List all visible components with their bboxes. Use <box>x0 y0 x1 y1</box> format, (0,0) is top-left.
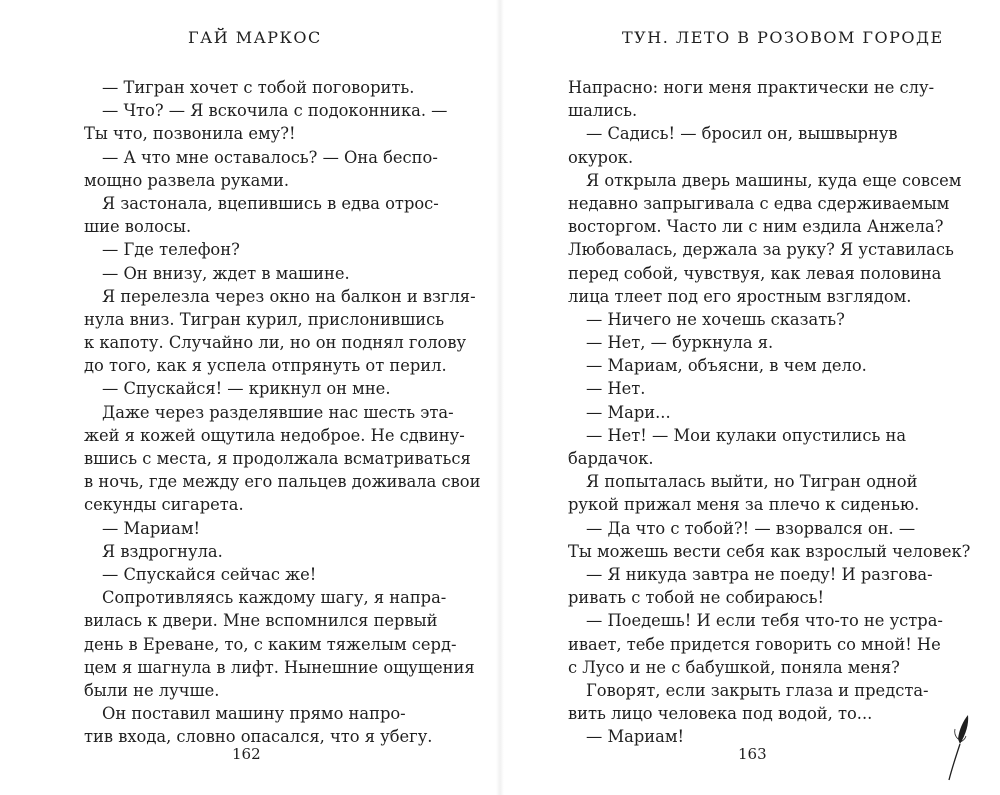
right-page-body <box>568 76 971 748</box>
right-page-text-line: Ты можешь вести себя как взрослый человек? <box>568 541 971 561</box>
left-page-text-line: жей я кожей ощутила недоброе. Не сдвину- <box>84 425 465 445</box>
left-page-text-line: секунды сигарета. <box>84 495 244 515</box>
right-page-text-line: бардачок. <box>568 449 654 468</box>
right-page-text-line: рукой прижал меня за плечо к сиденью. <box>568 495 920 515</box>
page-number-left: 162 <box>232 745 261 763</box>
left-page-text-line: вшись с места, я продолжала всматриваться <box>84 449 471 468</box>
left-page-text-line: вилась к двери. Мне вспомнился первый <box>84 611 438 631</box>
left-page-text-line: тив входа, словно опасался, что я убегу. <box>84 727 433 747</box>
right-page-text-line: — Садись! — бросил он, вышвырнув <box>586 124 898 144</box>
left-page-text-line: до того, как я успела отпрянуть от перил. <box>84 356 447 376</box>
right-page-text-line: — Ничего не хочешь сказать? <box>586 309 845 329</box>
left-page-text-line: Ты что, позвонила ему?! <box>84 124 296 144</box>
left-page-text-line: Я перелезла через окно на балкон и взгля- <box>102 286 476 306</box>
right-page-text-line: — Нет! — Мои кулаки опустились на <box>586 425 907 445</box>
right-page-text-line: лица тлеет под его яростным взглядом. <box>568 286 912 306</box>
right-page-text-line: вить лицо человека под водой, то... <box>568 704 873 724</box>
right-page-text-line: ривать с тобой не собираюсь! <box>568 588 824 608</box>
running-header-title: ТУН. ЛЕТО В РОЗОВОМ ГОРОДЕ <box>622 28 944 47</box>
left-page-text-line: — Мариам! <box>102 518 201 538</box>
left-page-text-line: Сопротивляясь каждому шагу, я напра- <box>102 588 447 608</box>
left-page-text-line: — Где телефон? <box>102 240 240 260</box>
right-page-text-line: Я открыла дверь машины, куда еще совсем <box>586 170 962 190</box>
left-page-text-line: — Тигран хочет с тобой поговорить. <box>102 78 415 97</box>
left-page-text-line: в ночь, где между его пальцев доживала свои <box>84 472 481 492</box>
right-page-text-line: — Нет, — буркнула я. <box>586 333 774 353</box>
page-number-right: 163 <box>738 745 767 763</box>
left-page-body <box>84 76 481 748</box>
right-page-text-line: Говорят, если закрыть глаза и предста- <box>586 680 929 700</box>
right-page <box>500 0 1000 795</box>
right-page-text-line: — Мариам! <box>586 727 685 747</box>
right-page-text-line: Любовалась, держала за руку? Я уставилась <box>568 240 954 260</box>
right-page-text-line: перед собой, чувствуя, как левая половина <box>568 263 942 283</box>
right-page-text-line: — Мари... <box>586 402 671 422</box>
left-page-text-line: день в Ереване, то, с каким тяжелым серд- <box>84 634 457 654</box>
right-page-text-line: ивает, тебе придется говорить со мной! Не <box>568 634 941 654</box>
right-page-text-line: восторгом. Часто ли с ним ездила Анжела? <box>568 217 944 237</box>
right-page-text-line: Я попыталась выйти, но Тигран одной <box>586 472 918 492</box>
left-page-text-line: — Что? — Я вскочила с подоконника. — <box>102 101 448 121</box>
left-page-text-line: шие волосы. <box>84 217 192 237</box>
right-page-text-line: — Мариам, объясни, в чем дело. <box>586 356 867 376</box>
running-header-author: ГАЙ МАРКОС <box>188 28 322 47</box>
right-page-text-line: недавно запрыгивала с едва сдерживаемым <box>568 193 950 213</box>
right-page-text-line: с Лусо и не с бабушкой, поняла меня? <box>568 657 900 677</box>
right-page-text-line: — Нет. <box>586 379 646 399</box>
left-page-text-line: Я вздрогнула. <box>102 541 223 561</box>
right-page-text-line: — Поедешь! И если тебя что-то не устра- <box>586 611 943 631</box>
left-page-text-line: к капоту. Случайно ли, но он поднял голову <box>84 333 467 353</box>
left-page-text-line: были не лучше. <box>84 680 220 700</box>
feather-icon <box>942 712 972 782</box>
right-page-text-line: Напрасно: ноги меня практически не слу- <box>568 78 935 97</box>
left-page-text-line: цем я шагнула в лифт. Нынешние ощущения <box>84 657 475 677</box>
left-page-text-line: Даже через разделявшие нас шесть эта- <box>102 402 454 422</box>
left-page-text-line: мощно развела руками. <box>84 170 290 190</box>
left-page-text-line: Он поставил машину прямо напро- <box>102 704 406 724</box>
right-page-text-line: — Да что с тобой?! — взорвался он. — <box>586 518 916 538</box>
left-page-text-line: Я застонала, вцепившись в едва отрос- <box>102 193 439 213</box>
left-page-text-line: — Спускайся сейчас же! <box>102 564 317 584</box>
left-page-text-line: — Спускайся! — крикнул он мне. <box>102 379 391 399</box>
left-page-text-line: — А что мне оставалось? — Она беспо- <box>102 147 438 167</box>
left-page-text-line: нула вниз. Тигран курил, прислонившись <box>84 309 445 329</box>
right-page-text-line: окурок. <box>568 147 634 167</box>
right-page-text-line: — Я никуда завтра не поеду! И разгова- <box>586 564 933 584</box>
left-page-text-line: — Он внизу, ждет в машине. <box>102 263 350 283</box>
right-page-text-line: шались. <box>568 101 638 121</box>
